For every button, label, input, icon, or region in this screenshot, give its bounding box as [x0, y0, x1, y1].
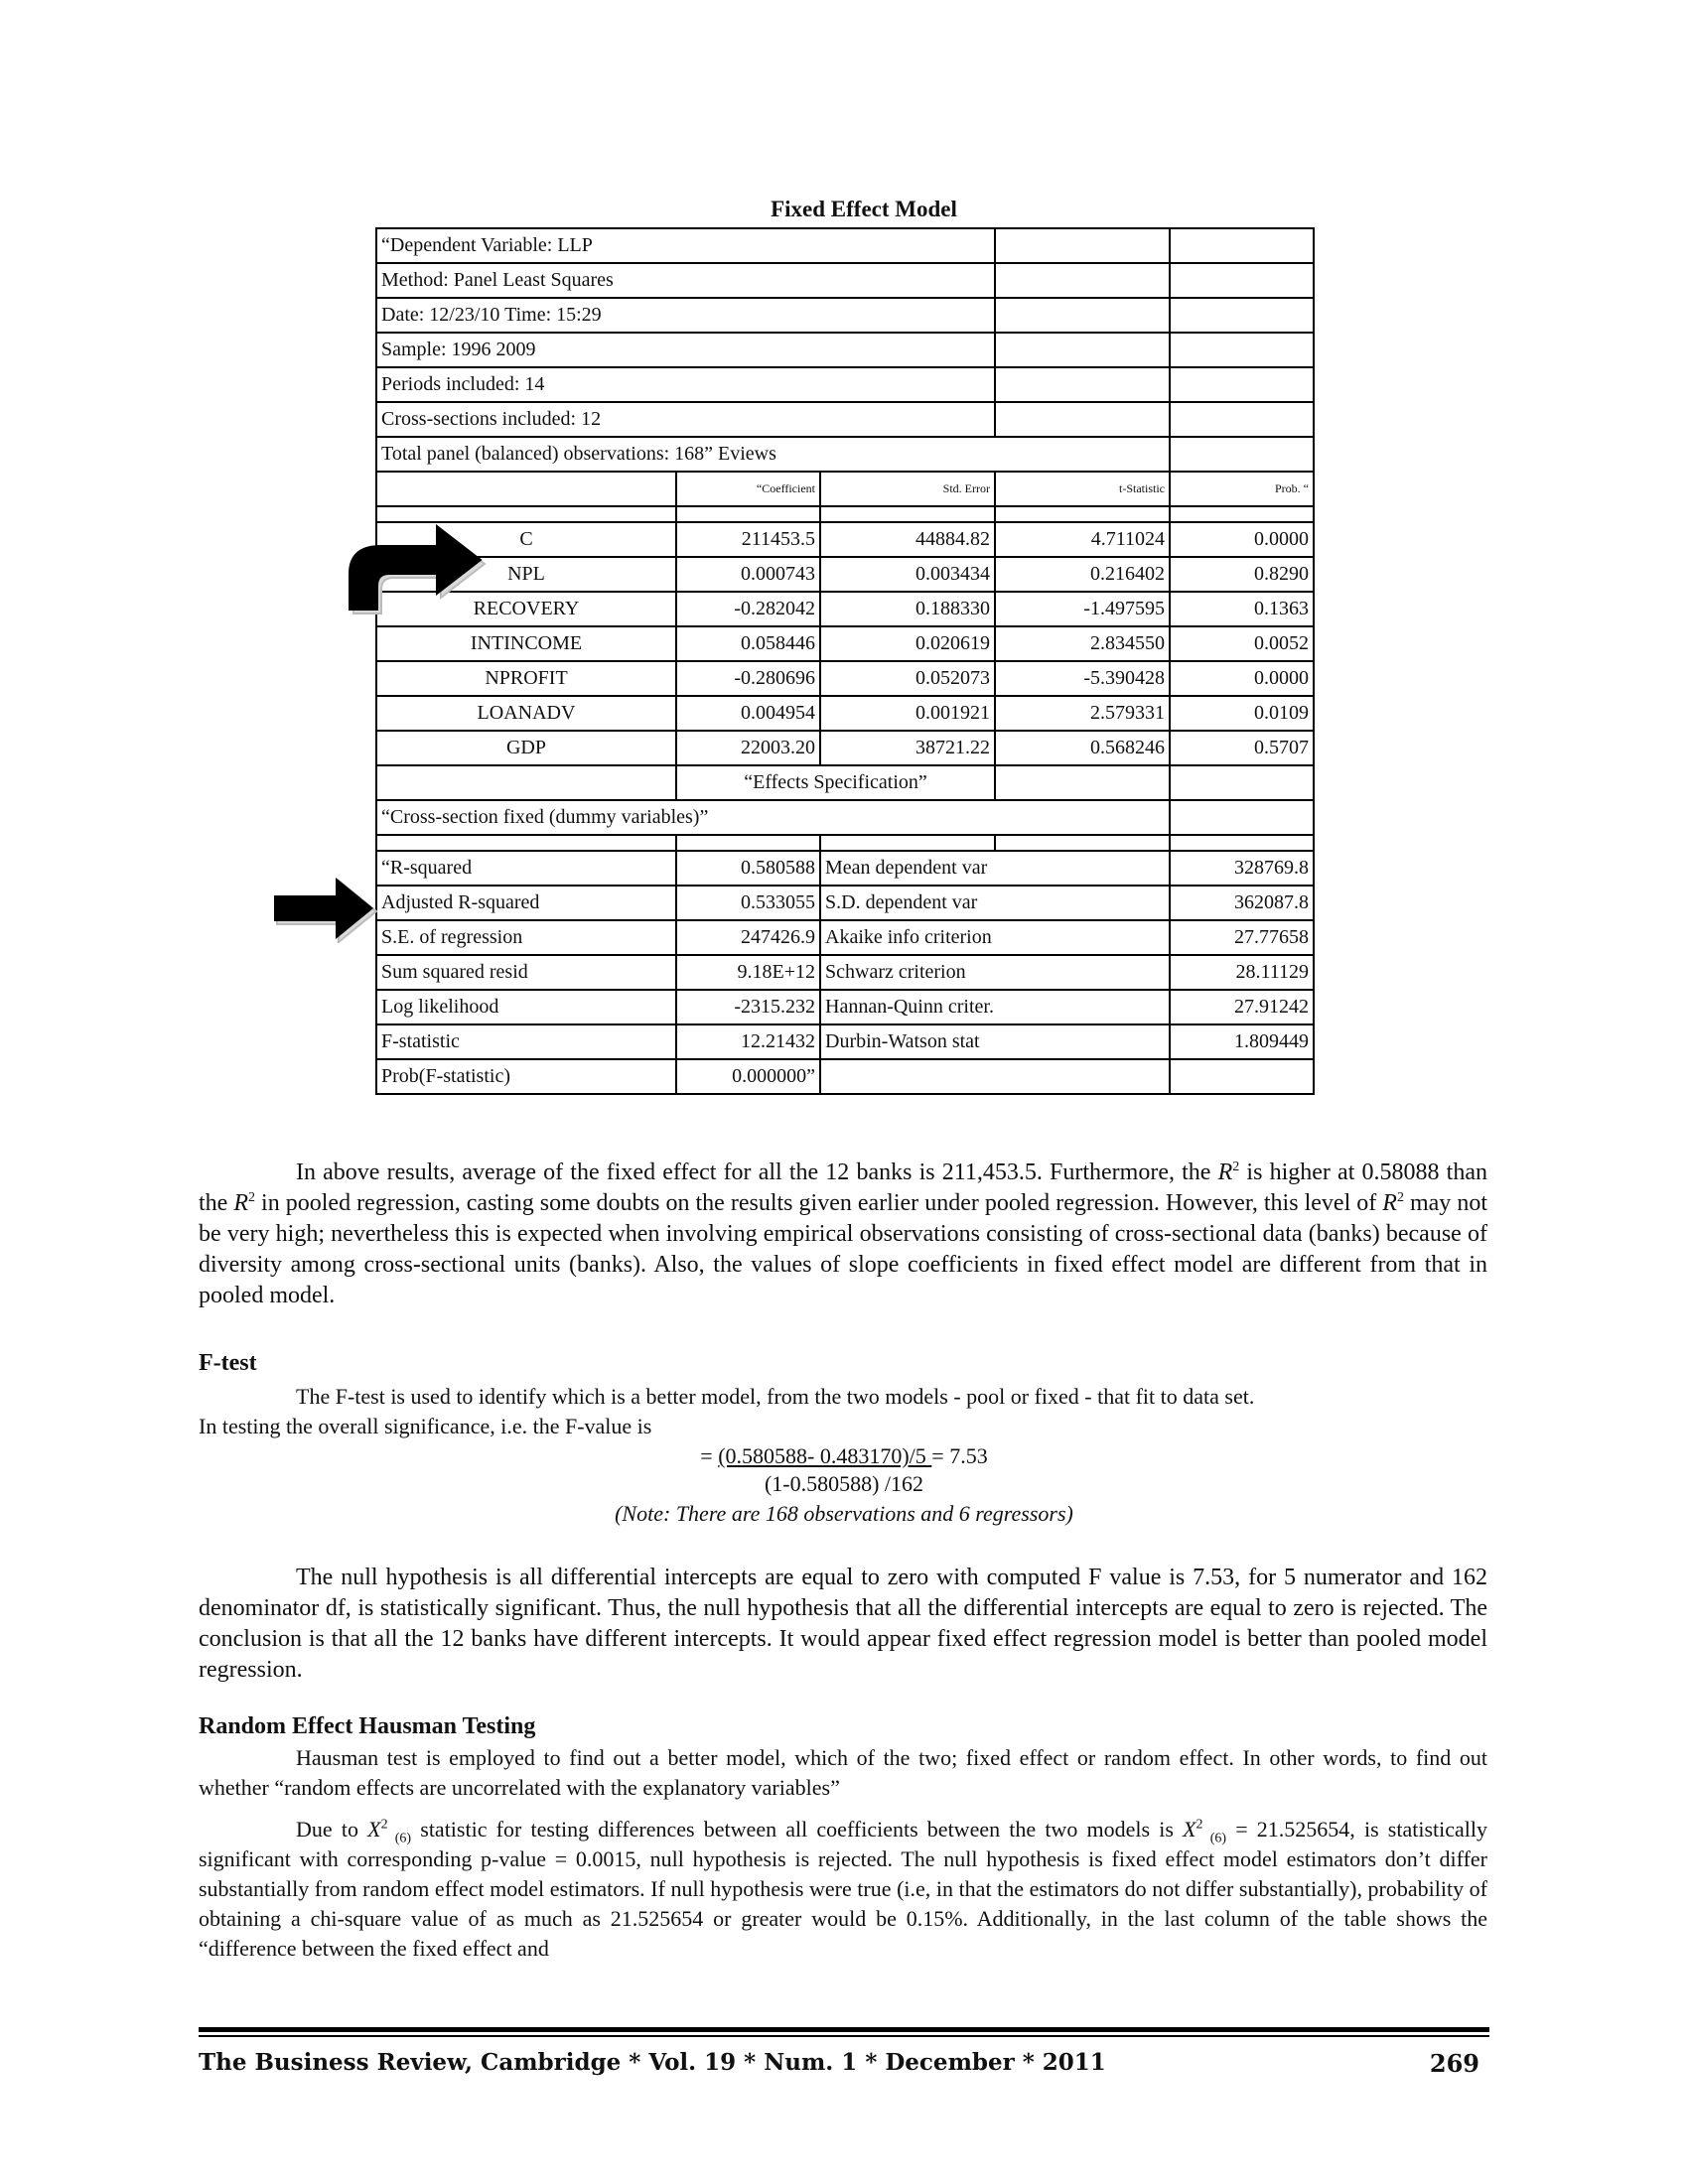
coefficient-value: -0.282042 [676, 592, 820, 626]
meta-row [376, 263, 1314, 298]
meta-line: Sample: 1996 2009 [376, 333, 995, 367]
stat-label: Prob(F-statistic) [376, 1059, 676, 1094]
f-test-line: The F-test is used to identify which is a better model, from the two models - pool or fixed - that fit to data set. [296, 1384, 1255, 1409]
t-statistic-value: 2.834550 [995, 626, 1170, 661]
prob-value: 0.0000 [1170, 522, 1314, 557]
stat-label: Adjusted R-squared [376, 886, 676, 920]
stat-value: 0.000000” [676, 1059, 820, 1094]
col-header-coefficient: “Coefficient [676, 472, 820, 506]
table-row [376, 696, 1314, 731]
prob-value: 0.1363 [1170, 592, 1314, 626]
meta-row [376, 367, 1314, 402]
col-header-prob: Prob. “ [1170, 472, 1314, 506]
prob-value: 0.8290 [1170, 557, 1314, 592]
stat-value: 247426.9 [676, 920, 820, 955]
meta-row [376, 437, 1314, 472]
f-formula-denominator: (1-0.580588) /162 [764, 1471, 924, 1496]
std-error-value: 44884.82 [820, 522, 995, 557]
stat-label: F-statistic [376, 1024, 676, 1059]
table-row [376, 626, 1314, 661]
t-statistic-value: -5.390428 [995, 661, 1170, 696]
meta-line: Periods included: 14 [376, 367, 995, 402]
hausman-paragraph: Hausman test is employed to find out a better model, which of the two; fixed effect or random effect. In other words, to find out whether “random effects are uncorrelated with the explanatory variables” [199, 1745, 1487, 1800]
stat-label [820, 1059, 1170, 1094]
spacer-row [376, 835, 1314, 851]
t-statistic-value: 0.216402 [995, 557, 1170, 592]
regression-table [375, 227, 1315, 1095]
col-header-t-statistic: t-Statistic [995, 472, 1170, 506]
f-test-heading: F-test [199, 1350, 257, 1376]
results-paragraph: In above results, average of the fixed effect for all the 12 banks is 211,453.5. Furthermore, the $R^2$ is higher at 0.58088 than the $R^2$ in pooled regression, casting some doubts on the results given earlier under pooled regression. However, this level of $R^2$ may not be very high; nevertheless this is expected when involving empirical observations consisting of cross-sectional data (banks) because of diversity among cross-sectional units (banks). Also, the values of slope coefficients in fixed effect model are different from that in pooled model. [199, 1160, 1487, 1308]
std-error-value: 0.020619 [820, 626, 995, 661]
meta-row [376, 333, 1314, 367]
meta-row [376, 298, 1314, 333]
table-title: Fixed Effect Model [771, 197, 957, 221]
meta-line: Cross-sections included: 12 [376, 402, 995, 437]
null-hypothesis-paragraph: The null hypothesis is all differential intercepts are equal to zero with computed F value is 7.53, for 5 numerator and 162 denominator df, is statistically significant. Thus, the null hypothesis that all the differential intercepts are equal to zero is rejected. The conclusion is that all the 12 banks have different intercepts. It would appear fixed effect regression model is better than pooled model regression. [199, 1565, 1487, 1683]
variable-name: INTINCOME [376, 626, 676, 661]
coefficient-value: 0.058446 [676, 626, 820, 661]
stat-label: Hannan-Quinn criter. [820, 990, 1170, 1024]
col-header-std-error: Std. Error [820, 472, 995, 506]
stats-row [376, 1059, 1314, 1094]
variable-name: NPL [376, 557, 676, 592]
stat-value: 12.21432 [676, 1024, 820, 1059]
stat-label: Log likelihood [376, 990, 676, 1024]
prob-value: 0.0052 [1170, 626, 1314, 661]
stat-value: 328769.8 [1170, 851, 1314, 886]
std-error-value: 0.001921 [820, 696, 995, 731]
t-statistic-value: 2.579331 [995, 696, 1170, 731]
variable-name: C [376, 522, 676, 557]
std-error-value: 0.188330 [820, 592, 995, 626]
stat-label: Akaike info criterion [820, 920, 1170, 955]
spacer-row [376, 506, 1314, 522]
journal-citation: The Business Review, Cambridge * Vol. 19 * Num. 1 * December * 2011 [199, 2049, 1106, 2076]
coefficient-value: -0.280696 [676, 661, 820, 696]
stat-value: 27.77658 [1170, 920, 1314, 955]
table-row [376, 731, 1314, 765]
stats-row [376, 886, 1314, 920]
footer-rule [199, 2035, 1489, 2037]
meta-line: “Dependent Variable: LLP [376, 228, 995, 263]
prob-value: 0.5707 [1170, 731, 1314, 765]
stats-row [376, 955, 1314, 990]
variable-name: NPROFIT [376, 661, 676, 696]
stat-value: 27.91242 [1170, 990, 1314, 1024]
std-error-value: 0.052073 [820, 661, 995, 696]
meta-row [376, 228, 1314, 263]
t-statistic-value: 0.568246 [995, 731, 1170, 765]
table-row [376, 522, 1314, 557]
t-statistic-value: 4.711024 [995, 522, 1170, 557]
stat-value: 362087.8 [1170, 886, 1314, 920]
stat-value: 9.18E+12 [676, 955, 820, 990]
coefficient-value: 211453.5 [676, 522, 820, 557]
coefficient-value: 22003.20 [676, 731, 820, 765]
coefficient-value: 0.004954 [676, 696, 820, 731]
prob-value: 0.0000 [1170, 661, 1314, 696]
stat-value: 1.809449 [1170, 1024, 1314, 1059]
hausman-heading: Random Effect Hausman Testing [199, 1713, 536, 1739]
header-row [376, 472, 1314, 506]
coefficient-value: 0.000743 [676, 557, 820, 592]
table-row [376, 557, 1314, 592]
table-row [376, 661, 1314, 696]
curved-arrow-icon [338, 512, 496, 621]
stat-value [1170, 1059, 1314, 1094]
stat-label: S.D. dependent var [820, 886, 1170, 920]
table-row [376, 592, 1314, 626]
stat-value: 28.11129 [1170, 955, 1314, 990]
stats-row [376, 851, 1314, 886]
cross-section-fixed: “Cross-section fixed (dummy variables)” [376, 800, 1170, 835]
std-error-value: 38721.22 [820, 731, 995, 765]
page-number: 269 [1429, 2049, 1479, 2078]
effects-specification: “Effects Specification” [676, 765, 995, 800]
stat-value: 0.533055 [676, 886, 820, 920]
variable-name: RECOVERY [376, 592, 676, 626]
stat-label: Mean dependent var [820, 851, 1170, 886]
f-formula-note: (Note: There are 168 observations and 6 regressors) [615, 1501, 1073, 1526]
effects-spec-row [376, 765, 1314, 800]
meta-line: Total panel (balanced) observations: 168” Eviews [376, 437, 1170, 472]
hausman-result-paragraph: Due to $X^2$ $_{(6)}$ statistic for testing differences between all coefficients between the two models is $X^2$ $_{(6)}$ = 21.525654, is statistically significant with corresponding p-value = 0.0015, null hypothesis is rejected. The null hypothesis is fixed effect model estimators don’t differ substantially from random effect model estimators. If null hypothesis were true (i.e, in that the estimators do not differ substantially), probability of obtaining a chi-square value of as much as 21.525654 or greater would be 0.15%. Additionally, in the last column of the table shows the “difference between the fixed effect and [199, 1817, 1488, 1961]
stat-value: 0.580588 [676, 851, 820, 886]
cross-section-row [376, 800, 1314, 835]
meta-row [376, 402, 1314, 437]
stat-label: “R-squared [376, 851, 676, 886]
stat-label: Schwarz criterion [820, 955, 1170, 990]
stats-row [376, 990, 1314, 1024]
right-arrow-icon [270, 874, 379, 943]
stats-row [376, 1024, 1314, 1059]
footer-rule [199, 2027, 1489, 2032]
stat-label: Sum squared resid [376, 955, 676, 990]
f-formula: = (0.580588- 0.483170)/5 = 7.53 [700, 1443, 988, 1468]
variable-name: LOANADV [376, 696, 676, 731]
meta-line: Method: Panel Least Squares [376, 263, 995, 298]
stats-row [376, 920, 1314, 955]
stat-value: -2315.232 [676, 990, 820, 1024]
prob-value: 0.0109 [1170, 696, 1314, 731]
meta-line: Date: 12/23/10 Time: 15:29 [376, 298, 995, 333]
variable-name: GDP [376, 731, 676, 765]
stat-label: S.E. of regression [376, 920, 676, 955]
f-test-line: In testing the overall significance, i.e. the F-value is [199, 1414, 652, 1438]
std-error-value: 0.003434 [820, 557, 995, 592]
t-statistic-value: -1.497595 [995, 592, 1170, 626]
stat-label: Durbin-Watson stat [820, 1024, 1170, 1059]
